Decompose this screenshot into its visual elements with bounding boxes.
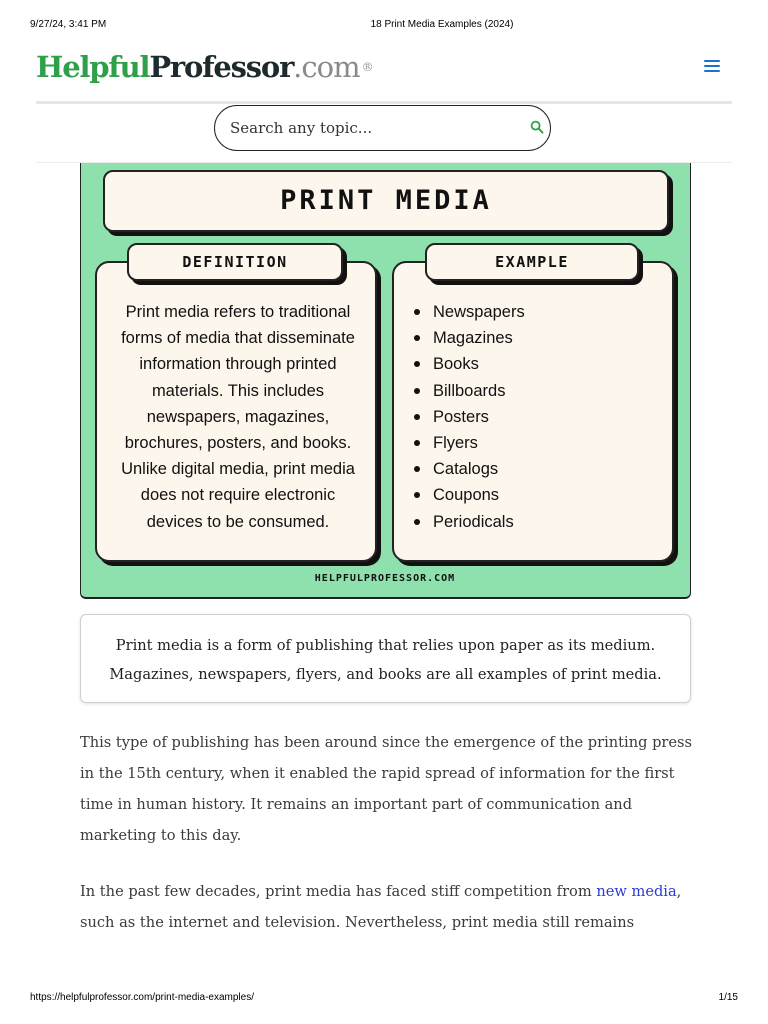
logo-professor: Professor — [149, 50, 294, 84]
definition-panel — [95, 261, 377, 562]
header-divider — [36, 101, 732, 104]
definition-line: Unlike digital media, print media — [121, 460, 355, 479]
example-item: Coupons — [414, 482, 525, 508]
print-date: 9/27/24, 3:41 PM — [30, 19, 107, 30]
definition-heading: DEFINITION — [127, 243, 343, 281]
paragraph-line: time in human history. It remains an important part of communication and — [80, 796, 633, 813]
paragraph-line: This type of publishing has been around since the emergence of the printing press — [80, 734, 693, 751]
definition-line: forms of media that disseminate — [121, 329, 355, 348]
print-footer — [0, 992, 768, 1006]
print-media-infographic — [80, 163, 691, 599]
print-page-number: 1/15 — [718, 992, 738, 1003]
logo-com: .com — [293, 50, 360, 84]
hamburger-menu-icon[interactable] — [704, 60, 720, 74]
definition-line: Print media refers to traditional — [125, 303, 351, 321]
print-header — [0, 19, 768, 33]
infographic-title: PRINT MEDIA — [103, 170, 669, 232]
example-panel — [392, 261, 674, 562]
definition-line: materials. This includes — [151, 381, 325, 400]
example-item: Billboards — [414, 378, 525, 404]
logo-registered: ® — [361, 60, 373, 74]
site-logo[interactable] — [36, 48, 372, 86]
search-box — [214, 105, 551, 151]
site-header — [36, 48, 732, 104]
definition-line: brochures, posters, and books. — [124, 434, 352, 453]
example-heading: EXAMPLE — [425, 243, 639, 281]
example-item: Catalogs — [414, 456, 525, 482]
logo-helpful: Helpful — [36, 50, 150, 84]
example-item: Flyers — [414, 430, 525, 456]
paragraph-line — [80, 876, 695, 907]
definition-text — [111, 299, 365, 535]
definition-summary-line: Magazines, newspapers, flyers, and books are all examples of print media. — [109, 666, 662, 683]
definition-summary-line: Print media is a form of publishing that relies upon paper as its medium. — [115, 637, 656, 654]
new-media-link[interactable]: new media — [596, 883, 677, 900]
example-item: Magazines — [414, 325, 525, 351]
paragraph-text: In the past few decades, print media has faced stiff competition from — [80, 883, 597, 900]
example-item: Books — [414, 351, 525, 377]
paragraph-line: such as the internet and television. Nevertheless, print media still remains — [80, 914, 635, 931]
body-paragraph-1 — [80, 727, 695, 851]
search-icon[interactable] — [530, 120, 544, 134]
definition-line: information through printed — [139, 355, 337, 374]
definition-line: newspapers, magazines, — [146, 407, 330, 426]
body-paragraph-2 — [80, 876, 695, 938]
print-doc-title: 18 Print Media Examples (2024) — [370, 19, 514, 30]
print-url: https://helpfulprofessor.com/print-media-examples/ — [30, 992, 254, 1003]
definition-summary-box — [80, 614, 691, 703]
example-item: Posters — [414, 404, 525, 430]
example-item: Periodicals — [414, 509, 525, 535]
infographic-source: HELPFULPROFESSOR.COM — [314, 573, 456, 584]
definition-line: does not require electronic — [140, 486, 336, 505]
paragraph-text: , — [676, 883, 682, 900]
search-bar — [214, 105, 553, 151]
paragraph-line: marketing to this day. — [80, 827, 242, 844]
search-input[interactable] — [230, 116, 510, 140]
example-list — [414, 299, 525, 535]
paragraph-line: in the 15th century, when it enabled the rapid spread of information for the first — [80, 765, 675, 782]
example-item: Newspapers — [414, 299, 525, 325]
definition-line: devices to be consumed. — [146, 512, 330, 531]
